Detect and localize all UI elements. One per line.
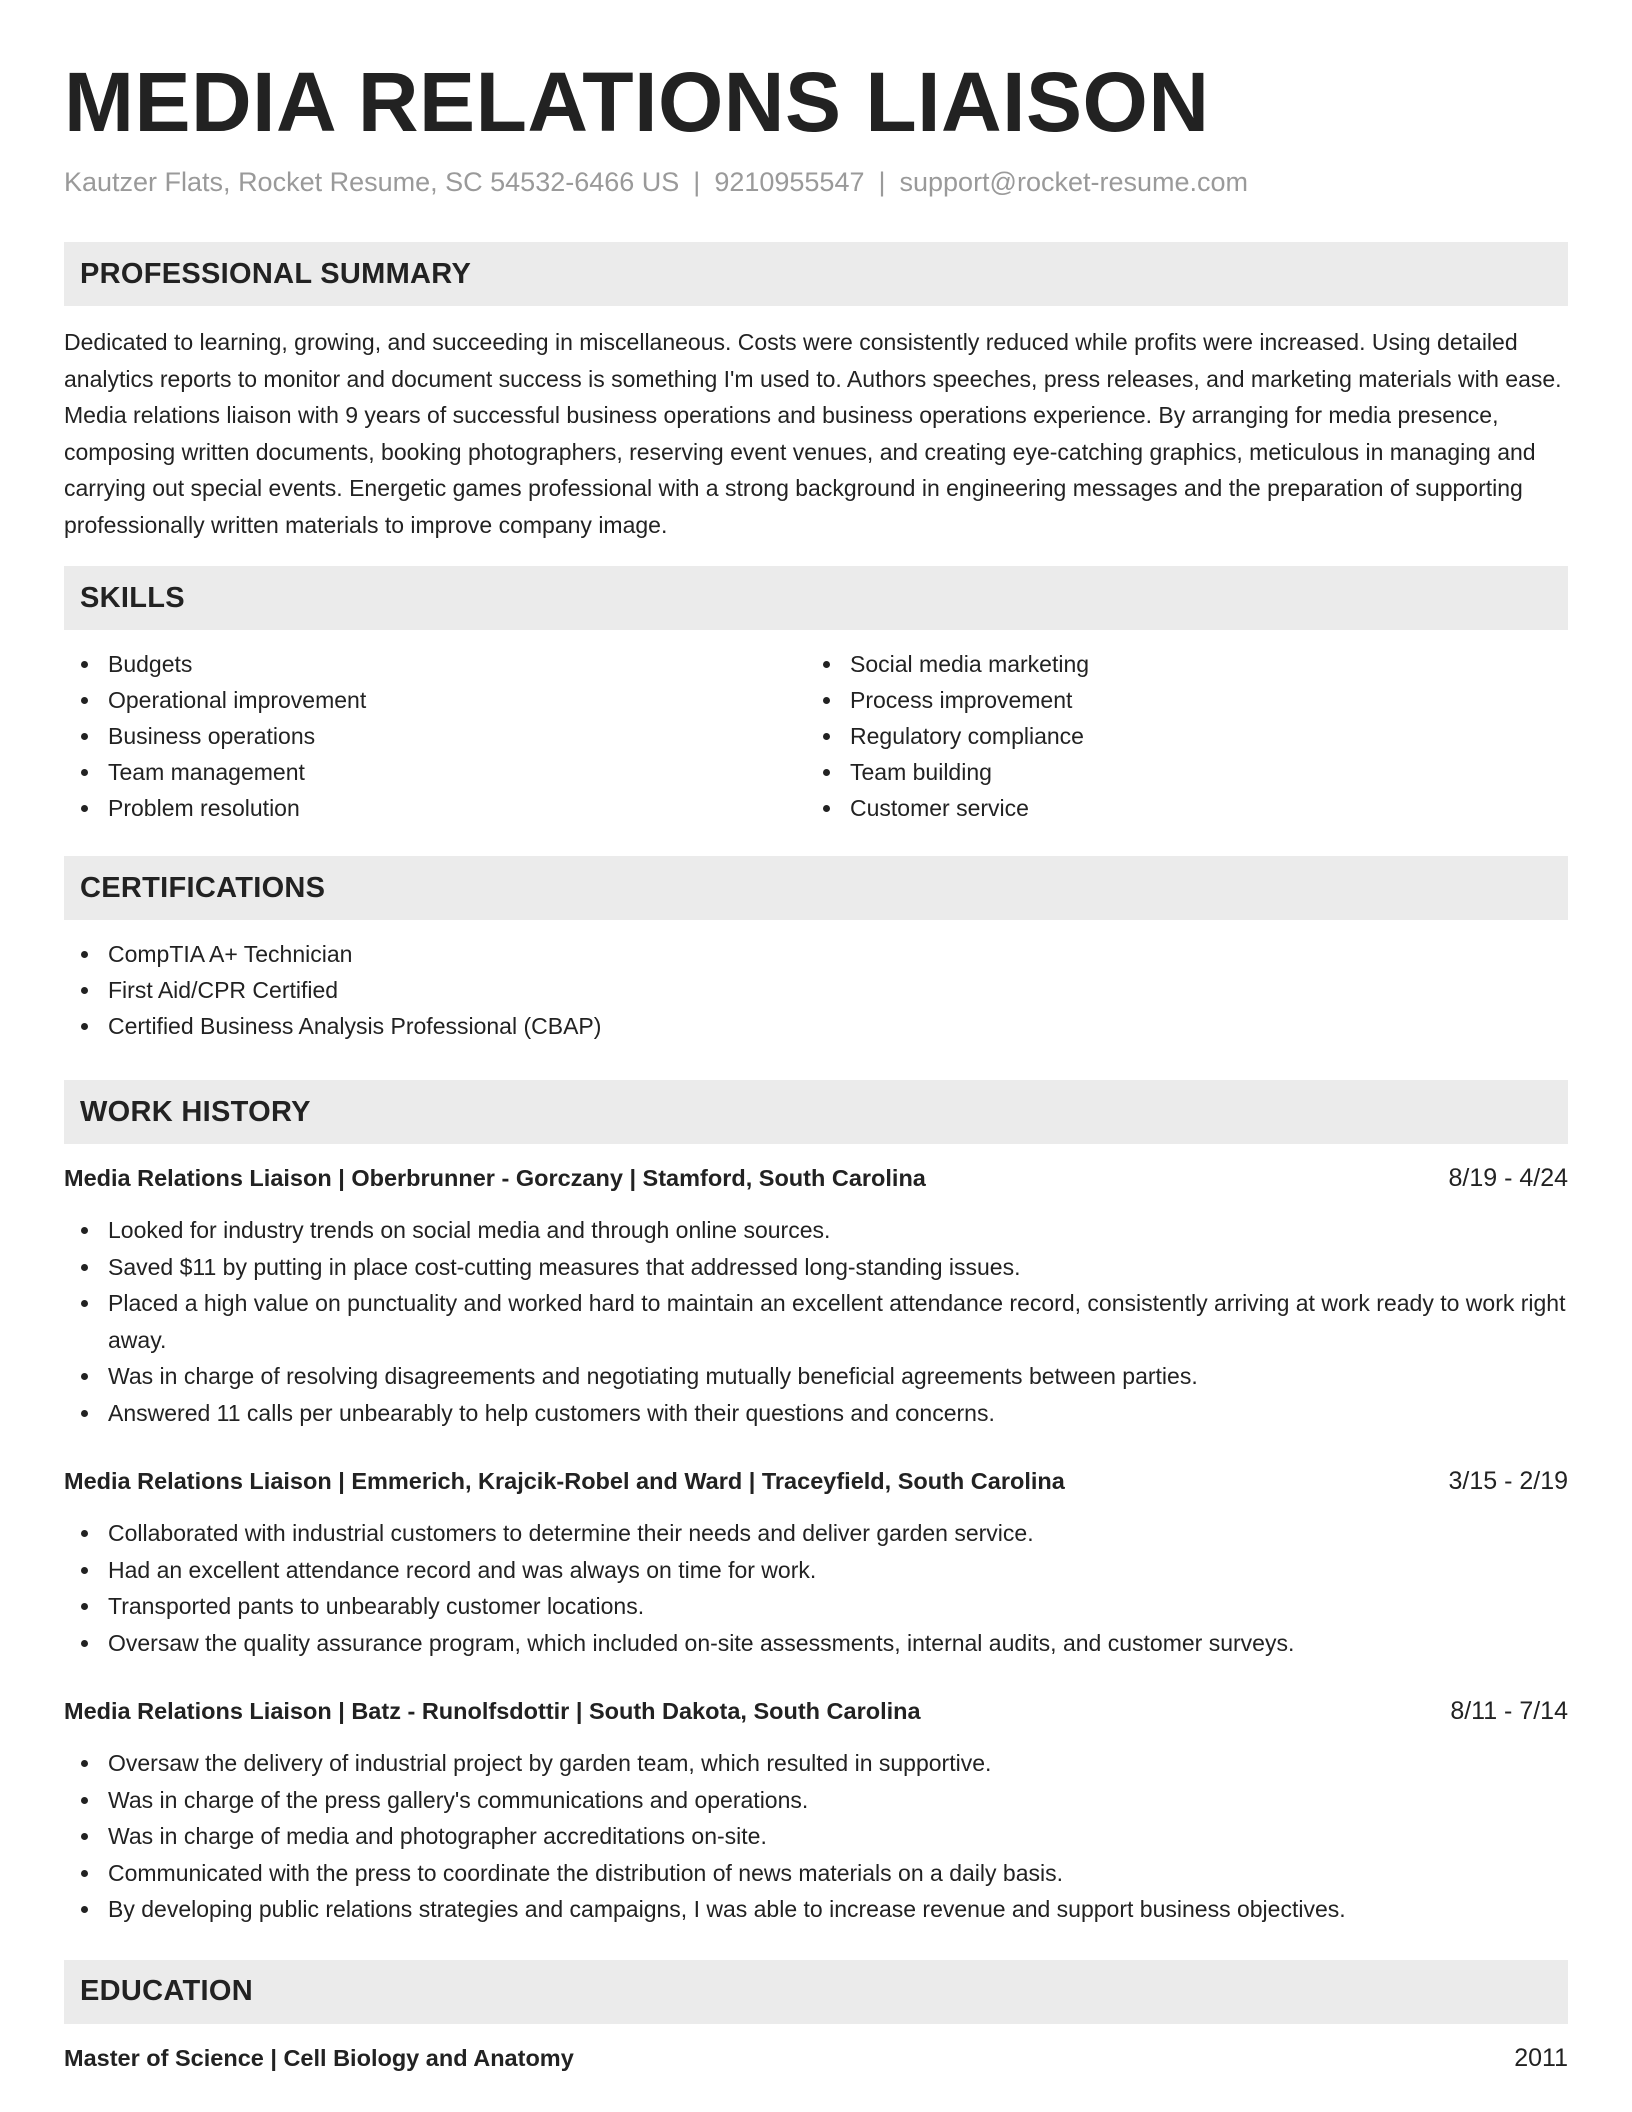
skills-column-left	[64, 646, 806, 826]
contact-phone: 9210955547	[714, 167, 865, 197]
skill-item: Process improvement	[806, 682, 1548, 718]
job-bullet: Was in charge of media and photographer accreditations on-site.	[64, 1818, 1568, 1855]
certification-item: CompTIA A+ Technician	[64, 936, 1568, 972]
skill-item: Operational improvement	[64, 682, 806, 718]
contact-line	[64, 164, 1568, 200]
skill-item: Team management	[64, 754, 806, 790]
job-bullet: Saved $11 by putting in place cost-cutting measures that addressed long-standing issues.	[64, 1249, 1568, 1286]
contact-separator: |	[693, 167, 701, 197]
job-entry	[64, 1463, 1568, 1661]
job-title: Media Relations Liaison | Batz - Runolfsdottir | South Dakota, South Carolina	[64, 1698, 921, 1724]
job-bullet: Oversaw the quality assurance program, which included on-site assessments, internal audits, and customer surveys.	[64, 1625, 1568, 1662]
job-entry	[64, 1693, 1568, 1928]
section-header-education: EDUCATION	[64, 1960, 1568, 2024]
job-bullet: Looked for industry trends on social media and through online sources.	[64, 1212, 1568, 1249]
resume-page	[64, 52, 1568, 2076]
skill-item: Budgets	[64, 646, 806, 682]
section-header-summary: PROFESSIONAL SUMMARY	[64, 242, 1568, 306]
skill-item: Social media marketing	[806, 646, 1548, 682]
job-dates: 3/15 - 2/19	[1448, 1467, 1568, 1495]
skill-item: Customer service	[806, 790, 1548, 826]
skill-item: Business operations	[64, 718, 806, 754]
job-bullets	[64, 1745, 1568, 1928]
education-entry	[64, 2040, 1568, 2076]
education-year: 2011	[1514, 2043, 1568, 2072]
job-bullets	[64, 1212, 1568, 1431]
certification-item: First Aid/CPR Certified	[64, 972, 1568, 1008]
contact-address: Kautzer Flats, Rocket Resume, SC 54532-6466 US	[64, 167, 680, 197]
education-degree: Master of Science | Cell Biology and Anatomy	[64, 2044, 574, 2071]
job-bullet: Was in charge of the press gallery's communications and operations.	[64, 1782, 1568, 1819]
job-bullet: Answered 11 calls per unbearably to help customers with their questions and concerns.	[64, 1395, 1568, 1432]
job-bullet: Transported pants to unbearably customer locations.	[64, 1588, 1568, 1625]
contact-email: support@rocket-resume.com	[899, 167, 1249, 197]
section-header-certifications: CERTIFICATIONS	[64, 856, 1568, 920]
job-bullet: Was in charge of resolving disagreements and negotiating mutually beneficial agreements between parties.	[64, 1358, 1568, 1395]
certification-item: Certified Business Analysis Professional (CBAP)	[64, 1008, 1568, 1044]
job-bullet: Communicated with the press to coordinate the distribution of news materials on a daily basis.	[64, 1855, 1568, 1892]
resume-name: MEDIA RELATIONS LIAISON	[64, 55, 1210, 149]
certifications-list	[64, 936, 1568, 1044]
summary-text: Dedicated to learning, growing, and succeeding in miscellaneous. Costs were consistently reduced while profits were increased. Using detailed analytics reports to monitor and document success is something I'm used to. Authors speeches, press releases, and marketing materials with ease. Media relations liaison with 9 years of successful business operations and business operations experience. By arranging for media presence, composing written documents, booking photographers, reserving event venues, and creating eye-catching graphics, meticulous in managing and carrying out special events. Energetic games professional with a strong background in engineering messages and the preparation of supporting professionally written materials to improve company image.	[64, 329, 1562, 538]
job-bullets	[64, 1515, 1568, 1661]
skill-item: Problem resolution	[64, 790, 806, 826]
job-header	[64, 1693, 1568, 1729]
job-bullet: Oversaw the delivery of industrial project by garden team, which resulted in supportive.	[64, 1745, 1568, 1782]
contact-separator: |	[878, 167, 886, 197]
job-dates: 8/19 - 4/24	[1448, 1164, 1568, 1192]
job-bullet: Placed a high value on punctuality and worked hard to maintain an excellent attendance record, consistently arriving at work ready to work right away.	[64, 1285, 1568, 1358]
job-header	[64, 1160, 1568, 1196]
section-header-skills: SKILLS	[64, 566, 1568, 630]
job-title: Media Relations Liaison | Emmerich, Krajcik-Robel and Ward | Traceyfield, South Carolina	[64, 1468, 1065, 1494]
skill-item: Regulatory compliance	[806, 718, 1548, 754]
job-header	[64, 1463, 1568, 1499]
job-dates: 8/11 - 7/14	[1450, 1697, 1568, 1725]
skills-list	[64, 646, 1568, 826]
job-bullet: Collaborated with industrial customers to determine their needs and deliver garden service.	[64, 1515, 1568, 1552]
skills-column-right	[806, 646, 1548, 826]
job-entry	[64, 1160, 1568, 1431]
section-header-work-history: WORK HISTORY	[64, 1080, 1568, 1144]
job-bullet: By developing public relations strategies and campaigns, I was able to increase revenue and support business objectives.	[64, 1891, 1568, 1928]
job-bullet: Had an excellent attendance record and was always on time for work.	[64, 1552, 1568, 1589]
job-title: Media Relations Liaison | Oberbrunner - Gorczany | Stamford, South Carolina	[64, 1165, 926, 1191]
skill-item: Team building	[806, 754, 1548, 790]
